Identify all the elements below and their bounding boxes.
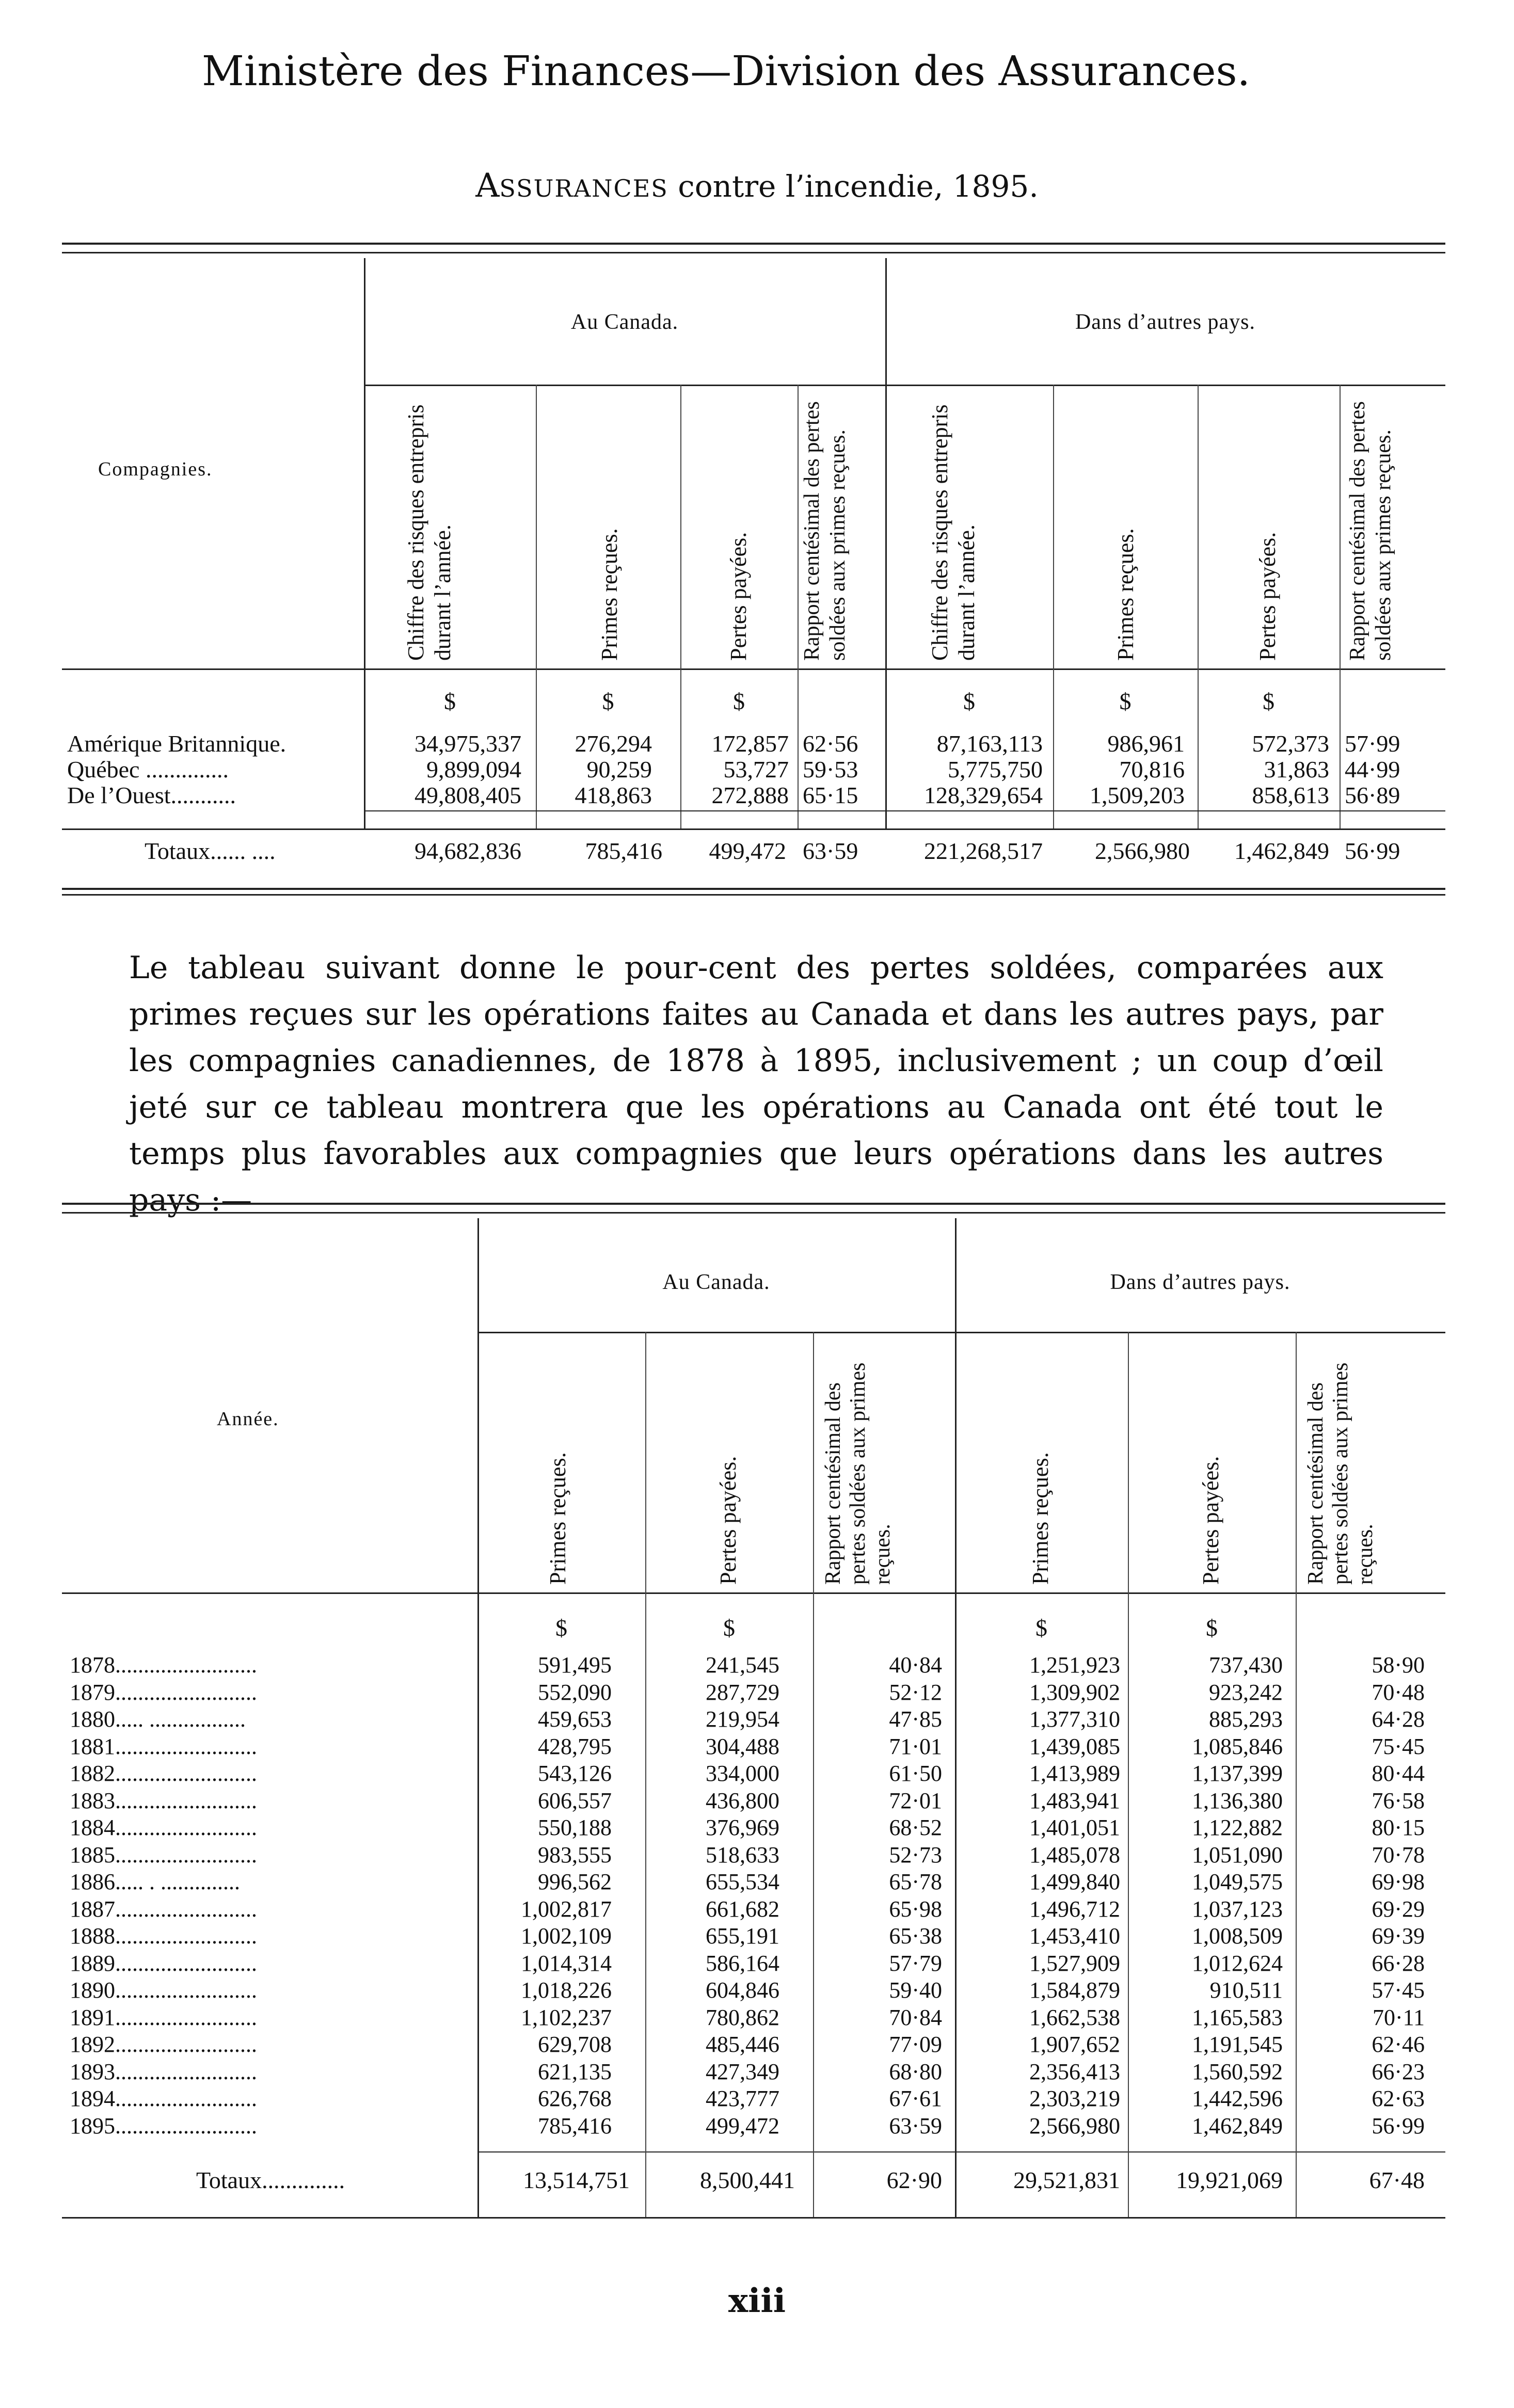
value-cell: 1,137,399	[1192, 1761, 1283, 1786]
currency-sign: $	[1119, 688, 1131, 714]
value-cell: 58·90	[1372, 1652, 1425, 1678]
total-cell: 62·90	[886, 2167, 942, 2193]
value-cell: 1,165,583	[1192, 2004, 1283, 2030]
value-cell: 40·84	[889, 1652, 942, 1678]
table1-header-rule	[62, 668, 1445, 670]
table2-col-primes-canada: Primes reçues.	[545, 1452, 570, 1585]
value-cell: 996,562	[538, 1869, 612, 1894]
value-cell: 334,000	[706, 1761, 779, 1786]
explanatory-paragraph: Le tableau suivant donne le pour-cent des pertes soldées, comparées aux primes reçues sur les opérations faites au Canada et dans les autres pays, par les compagnies canadiennes, de 1878 à 1895, inclusivement ; un coup d’œil jeté sur ce tableau montrera que les opérations au Canada ont été tout le temps plus favorables aux compagnies que leurs opérations dans les autres pays :—	[129, 950, 1383, 1218]
table1-col-primes-other: Primes reçues.	[1113, 528, 1138, 661]
company-name: Amérique Britannique.	[67, 730, 286, 757]
value-cell: 1,499,840	[1029, 1869, 1120, 1894]
value-cell: 70,816	[1119, 756, 1185, 783]
table2-col-primes-other: Primes reçues.	[1028, 1452, 1053, 1585]
value-cell: 49,808,405	[415, 782, 521, 808]
value-cell: 1,662,538	[1029, 2004, 1120, 2030]
value-cell: 1,509,203	[1090, 782, 1185, 808]
value-cell: 552,090	[538, 1679, 612, 1705]
table1-totals-rule	[364, 810, 1445, 811]
value-cell: 1,136,380	[1192, 1788, 1283, 1813]
value-cell: 57·99	[1345, 730, 1400, 757]
value-cell: 62·46	[1372, 2032, 1425, 2057]
total-cell: 29,521,831	[1013, 2167, 1120, 2193]
value-cell: 661,682	[706, 1896, 779, 1922]
value-cell: 57·79	[889, 1950, 942, 1976]
table1-vline	[1340, 385, 1341, 828]
year-cell: 1883.........................	[70, 1788, 257, 1813]
value-cell: 44·99	[1345, 756, 1400, 783]
value-cell: 1,012,624	[1192, 1950, 1283, 1976]
other-rapport-column	[1296, 1652, 1425, 2140]
value-cell: 1,401,051	[1029, 1815, 1120, 1840]
value-cell: 655,534	[706, 1869, 779, 1894]
value-cell: 69·39	[1372, 1923, 1425, 1949]
currency-sign: $	[444, 688, 456, 714]
year-cell: 1886..... . ..............	[70, 1869, 240, 1894]
total-cell: 8,500,441	[700, 2167, 795, 2193]
value-cell: 586,164	[706, 1950, 779, 1976]
table-title-tail: contre l’incendie, 1895.	[668, 169, 1039, 204]
table2-col-pertes-other: Pertes payées.	[1198, 1456, 1223, 1585]
value-cell: 77·09	[889, 2032, 942, 2057]
table1-end-rule	[62, 888, 1445, 896]
company-name: Québec ..............	[67, 756, 229, 783]
table-title-initial: A	[475, 167, 500, 205]
value-cell: 52·73	[889, 1842, 942, 1868]
company-name: De l’Ouest...........	[67, 782, 236, 808]
total-cell: 63·59	[803, 838, 858, 864]
table2-group-rule	[477, 1332, 1445, 1333]
table-title-smallcaps: SSURANCES	[499, 174, 668, 202]
total-cell: 13,514,751	[523, 2167, 630, 2193]
value-cell: 65·78	[889, 1869, 942, 1894]
total-cell: 499,472	[709, 838, 786, 864]
value-cell: 34,975,337	[415, 730, 521, 757]
value-cell: 1,439,085	[1029, 1733, 1120, 1759]
value-cell: 1,122,882	[1192, 1815, 1283, 1840]
value-cell: 1,051,090	[1192, 1842, 1283, 1868]
year-cell: 1889.........................	[70, 1950, 257, 1976]
value-cell: 64·28	[1372, 1707, 1425, 1732]
value-cell: 66·23	[1372, 2059, 1425, 2084]
value-cell: 1,085,846	[1192, 1733, 1283, 1759]
value-cell: 543,126	[538, 1761, 612, 1786]
table1-bottom-rule	[62, 828, 1445, 830]
year-cell: 1882.........................	[70, 1761, 257, 1786]
currency-sign: $	[1035, 1615, 1047, 1641]
value-cell: 1,002,109	[521, 1923, 612, 1949]
value-cell: 287,729	[706, 1679, 779, 1705]
value-cell: 219,954	[706, 1707, 779, 1732]
value-cell: 655,191	[706, 1923, 779, 1949]
value-cell: 1,102,237	[521, 2004, 612, 2030]
value-cell: 62·63	[1372, 2086, 1425, 2111]
table2-header-rule	[62, 1592, 1445, 1594]
value-cell: 59·40	[889, 1978, 942, 2003]
value-cell: 31,863	[1264, 756, 1329, 783]
table2-bottom-rule	[62, 2217, 1445, 2219]
value-cell: 1,377,310	[1029, 1707, 1120, 1732]
value-cell: 90,259	[586, 756, 652, 783]
value-cell: 621,135	[538, 2059, 612, 2084]
value-cell: 858,613	[1252, 782, 1329, 808]
year-cell: 1888.........................	[70, 1923, 257, 1949]
value-cell: 69·98	[1372, 1869, 1425, 1894]
table1-group-rule	[364, 385, 1445, 386]
value-cell: 1,413,989	[1029, 1761, 1120, 1786]
value-cell: 499,472	[706, 2113, 779, 2139]
value-cell: 1,008,509	[1192, 1923, 1283, 1949]
value-cell: 606,557	[538, 1788, 612, 1813]
value-cell: 459,653	[538, 1707, 612, 1732]
value-cell: 1,049,575	[1192, 1869, 1283, 1894]
year-cell: 1887.........................	[70, 1896, 257, 1922]
value-cell: 75·45	[1372, 1733, 1425, 1759]
value-cell: 63·59	[889, 2113, 942, 2139]
canada-pertes-column	[645, 1652, 779, 2140]
value-cell: 304,488	[706, 1733, 779, 1759]
value-cell: 47·85	[889, 1707, 942, 1732]
value-cell: 57·45	[1372, 1978, 1425, 2003]
value-cell: 2,303,219	[1029, 2086, 1120, 2111]
value-cell: 80·44	[1372, 1761, 1425, 1786]
value-cell: 65·38	[889, 1923, 942, 1949]
value-cell: 241,545	[706, 1652, 779, 1678]
value-cell: 276,294	[575, 730, 652, 757]
table1-col-primes-canada: Primes reçues.	[597, 528, 622, 661]
value-cell: 272,888	[711, 782, 789, 808]
value-cell: 65·15	[803, 782, 858, 808]
value-cell: 70·78	[1372, 1842, 1425, 1868]
value-cell: 550,188	[538, 1815, 612, 1840]
total-cell: 56·99	[1345, 838, 1400, 864]
table1-group-canada: Au Canada.	[570, 310, 679, 334]
table2-totals-rule	[477, 2151, 1445, 2152]
canada-primes-column	[477, 1652, 612, 2140]
year-cell: 1894.........................	[70, 2086, 257, 2111]
value-cell: 1,014,314	[521, 1950, 612, 1976]
year-cell: 1892.........................	[70, 2032, 257, 2057]
value-cell: 87,163,113	[936, 730, 1043, 757]
table1-group-other: Dans d’autres pays.	[1075, 310, 1256, 334]
value-cell: 1,018,226	[521, 1978, 612, 2003]
value-cell: 61·50	[889, 1761, 942, 1786]
value-cell: 52·12	[889, 1679, 942, 1705]
value-cell: 128,329,654	[924, 782, 1043, 808]
year-cell: 1893.........................	[70, 2059, 257, 2084]
other-primes-column	[955, 1652, 1120, 2140]
year-column	[70, 1652, 472, 2140]
value-cell: 62·56	[803, 730, 858, 757]
year-cell: 1879.........................	[70, 1679, 257, 1705]
table1-col-pertes-other: Pertes payées.	[1255, 532, 1280, 661]
currency-sign: $	[1206, 1615, 1218, 1641]
value-cell: 1,907,652	[1029, 2032, 1120, 2057]
table2-group-other: Dans d’autres pays.	[1110, 1270, 1290, 1294]
value-cell: 604,846	[706, 1978, 779, 2003]
year-cell: 1881.........................	[70, 1733, 257, 1759]
page-number: xiii	[728, 2282, 786, 2320]
value-cell: 76·58	[1372, 1788, 1425, 1813]
total-cell: 785,416	[585, 838, 662, 864]
table1-col-pertes-canada: Pertes payées.	[726, 532, 751, 661]
value-cell: 1,442,596	[1192, 2086, 1283, 2111]
year-cell: 1890.........................	[70, 1978, 257, 2003]
value-cell: 67·61	[889, 2086, 942, 2111]
value-cell: 376,969	[706, 1815, 779, 1840]
year-cell: 1885.........................	[70, 1842, 257, 1868]
table2-col-pertes-canada: Pertes payées.	[715, 1456, 741, 1585]
table1-top-rule	[62, 243, 1445, 253]
currency-sign: $	[602, 688, 614, 714]
value-cell: 68·52	[889, 1815, 942, 1840]
value-cell: 1,462,849	[1192, 2113, 1283, 2139]
totals-label: Totaux...... ....	[145, 838, 276, 864]
value-cell: 69·29	[1372, 1896, 1425, 1922]
currency-sign: $	[723, 1615, 735, 1641]
value-cell: 427,349	[706, 2059, 779, 2084]
value-cell: 423,777	[706, 2086, 779, 2111]
value-cell: 885,293	[1209, 1707, 1283, 1732]
year-cell: 1880..... .................	[70, 1707, 246, 1732]
currency-sign: $	[555, 1615, 567, 1641]
value-cell: 626,768	[538, 2086, 612, 2111]
value-cell: 5,775,750	[948, 756, 1043, 783]
value-cell: 70·84	[889, 2004, 942, 2030]
value-cell: 418,863	[575, 782, 652, 808]
value-cell: 56·99	[1372, 2113, 1425, 2139]
total-cell: 221,268,517	[924, 838, 1043, 864]
value-cell: 172,857	[711, 730, 789, 757]
table1-col-risques-other: Chiffre des risques entrepris durant l’année.	[927, 404, 979, 661]
value-cell: 1,309,902	[1029, 1679, 1120, 1705]
value-cell: 780,862	[706, 2004, 779, 2030]
value-cell: 1,002,817	[521, 1896, 612, 1922]
value-cell: 70·48	[1372, 1679, 1425, 1705]
year-cell: 1884.........................	[70, 1815, 257, 1840]
value-cell: 1,037,123	[1192, 1896, 1283, 1922]
value-cell: 1,483,941	[1029, 1788, 1120, 1813]
year-cell: 1891.........................	[70, 2004, 257, 2030]
value-cell: 59·53	[803, 756, 858, 783]
value-cell: 53,727	[723, 756, 789, 783]
value-cell: 572,373	[1252, 730, 1329, 757]
value-cell: 428,795	[538, 1733, 612, 1759]
value-cell: 9,899,094	[426, 756, 521, 783]
table1-col-rapport-other: Rapport centésimal des pertes soldées aux primes reçues.	[1346, 401, 1395, 661]
table2-col-rapport-other: Rapport centésimal des pertes soldées aux primes reçues.	[1304, 1362, 1377, 1585]
value-cell: 629,708	[538, 2032, 612, 2057]
currency-sign: $	[733, 688, 745, 714]
year-header: Année.	[217, 1408, 279, 1430]
value-cell: 80·15	[1372, 1815, 1425, 1840]
value-cell: 436,800	[706, 1788, 779, 1813]
value-cell: 1,191,545	[1192, 2032, 1283, 2057]
total-cell: 1,462,849	[1234, 838, 1329, 864]
value-cell: 1,584,879	[1029, 1978, 1120, 2003]
currency-sign: $	[963, 688, 975, 714]
value-cell: 785,416	[538, 2113, 612, 2139]
table2-col-rapport-canada: Rapport centésimal des pertes soldées aux primes reçues.	[821, 1362, 895, 1585]
value-cell: 1,485,078	[1029, 1842, 1120, 1868]
value-cell: 72·01	[889, 1788, 942, 1813]
value-cell: 71·01	[889, 1733, 942, 1759]
value-cell: 518,633	[706, 1842, 779, 1868]
value-cell: 1,527,909	[1029, 1950, 1120, 1976]
value-cell: 923,242	[1209, 1679, 1283, 1705]
total-cell: 2,566,980	[1095, 838, 1190, 864]
page-title: Ministère des Finances—Division des Assurances.	[201, 47, 1251, 95]
other-pertes-column	[1128, 1652, 1283, 2140]
value-cell: 1,560,592	[1192, 2059, 1283, 2084]
value-cell: 737,430	[1209, 1652, 1283, 1678]
table1-col-rapport-canada: Rapport centésimal des pertes soldées aux primes reçues.	[800, 401, 850, 661]
totals-label: Totaux..............	[196, 2167, 345, 2193]
value-cell: 1,251,923	[1029, 1652, 1120, 1678]
value-cell: 910,511	[1209, 1978, 1283, 2003]
table2-top-rule	[62, 1203, 1445, 1214]
canada-rapport-column	[813, 1652, 942, 2140]
total-cell: 67·48	[1369, 2167, 1425, 2193]
value-cell: 65·98	[889, 1896, 942, 1922]
companies-header: Compagnies.	[98, 458, 213, 480]
value-cell: 983,555	[538, 1842, 612, 1868]
total-cell: 94,682,836	[415, 838, 521, 864]
value-cell: 66·28	[1372, 1950, 1425, 1976]
total-cell: 19,921,069	[1176, 2167, 1283, 2193]
year-cell: 1878.........................	[70, 1652, 257, 1678]
value-cell: 1,496,712	[1029, 1896, 1120, 1922]
value-cell: 68·80	[889, 2059, 942, 2084]
value-cell: 986,961	[1107, 730, 1185, 757]
year-cell: 1895.........................	[70, 2113, 257, 2139]
value-cell: 2,566,980	[1029, 2113, 1120, 2139]
table1-vline	[798, 385, 799, 828]
table-title	[0, 165, 1514, 209]
value-cell: 1,453,410	[1029, 1923, 1120, 1949]
currency-sign: $	[1263, 688, 1274, 714]
table1-col-risques-canada: Chiffre des risques entrepris durant l’année.	[403, 404, 455, 661]
value-cell: 2,356,413	[1029, 2059, 1120, 2084]
value-cell: 591,495	[538, 1652, 612, 1678]
table2-group-canada: Au Canada.	[662, 1270, 770, 1294]
value-cell: 485,446	[706, 2032, 779, 2057]
value-cell: 70·11	[1372, 2004, 1425, 2030]
value-cell: 56·89	[1345, 782, 1400, 808]
